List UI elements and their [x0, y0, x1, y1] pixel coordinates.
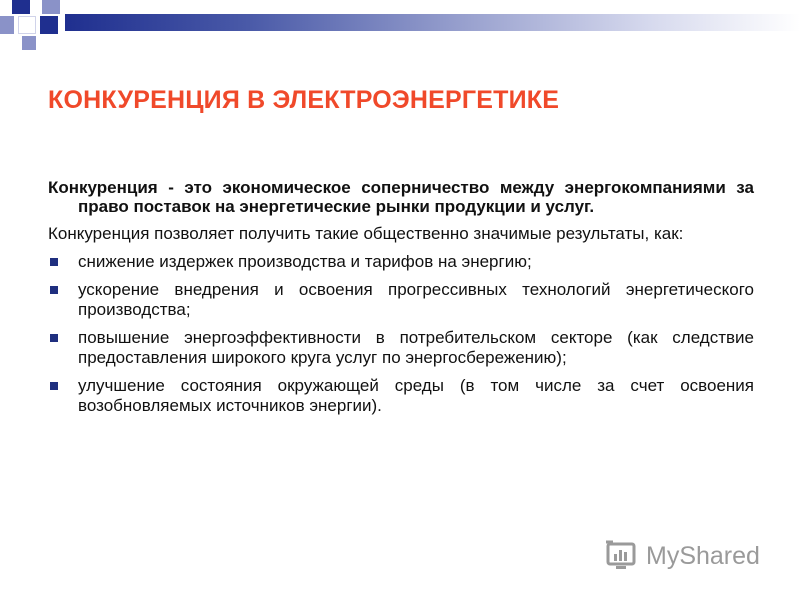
deco-square — [42, 0, 60, 14]
myshared-watermark[interactable] — [604, 538, 764, 574]
square-bullet-icon — [50, 286, 58, 294]
intro-paragraph: Конкуренция позволяет получить такие общественно значимые результаты, как: — [48, 224, 684, 243]
deco-square — [0, 16, 14, 34]
square-bullet-icon — [50, 334, 58, 342]
slide-title: КОНКУРЕНЦИЯ В ЭЛЕКТРОЭНЕРГЕТИКЕ — [48, 86, 560, 114]
deco-square — [18, 16, 36, 34]
header-gradient-bar — [65, 14, 800, 31]
definition-paragraph: Конкуренция - это экономическое соперничество между энергокомпаниями за право поставок на энергетические рынки продукции и услуг. — [48, 178, 754, 216]
bullet-item — [48, 328, 754, 368]
bullet-text: улучшение состояния окружающей среды (в том числе за счет освоения возобновляемых источников энергии). — [78, 376, 754, 415]
square-bullet-icon — [50, 258, 58, 266]
bullet-text: повышение энергоэффективности в потребительском секторе (как следствие предоставления широкого круга услуг по энергосбережению); — [78, 328, 754, 367]
deco-square — [22, 36, 36, 50]
bullet-item — [48, 252, 754, 272]
watermark-text: MyShared — [646, 542, 760, 570]
square-bullet-icon — [50, 382, 58, 390]
bullet-item — [48, 280, 754, 320]
bullet-item — [48, 376, 754, 416]
bullet-text: ускорение внедрения и освоения прогрессивных технологий энергетического производства; — [78, 280, 754, 319]
myshared-logo-icon — [604, 538, 640, 574]
slide-body — [48, 178, 754, 416]
bullet-list — [48, 252, 754, 416]
bullet-text: снижение издержек производства и тарифов на энергию; — [78, 252, 532, 271]
deco-square — [40, 16, 58, 34]
deco-square — [12, 0, 30, 14]
